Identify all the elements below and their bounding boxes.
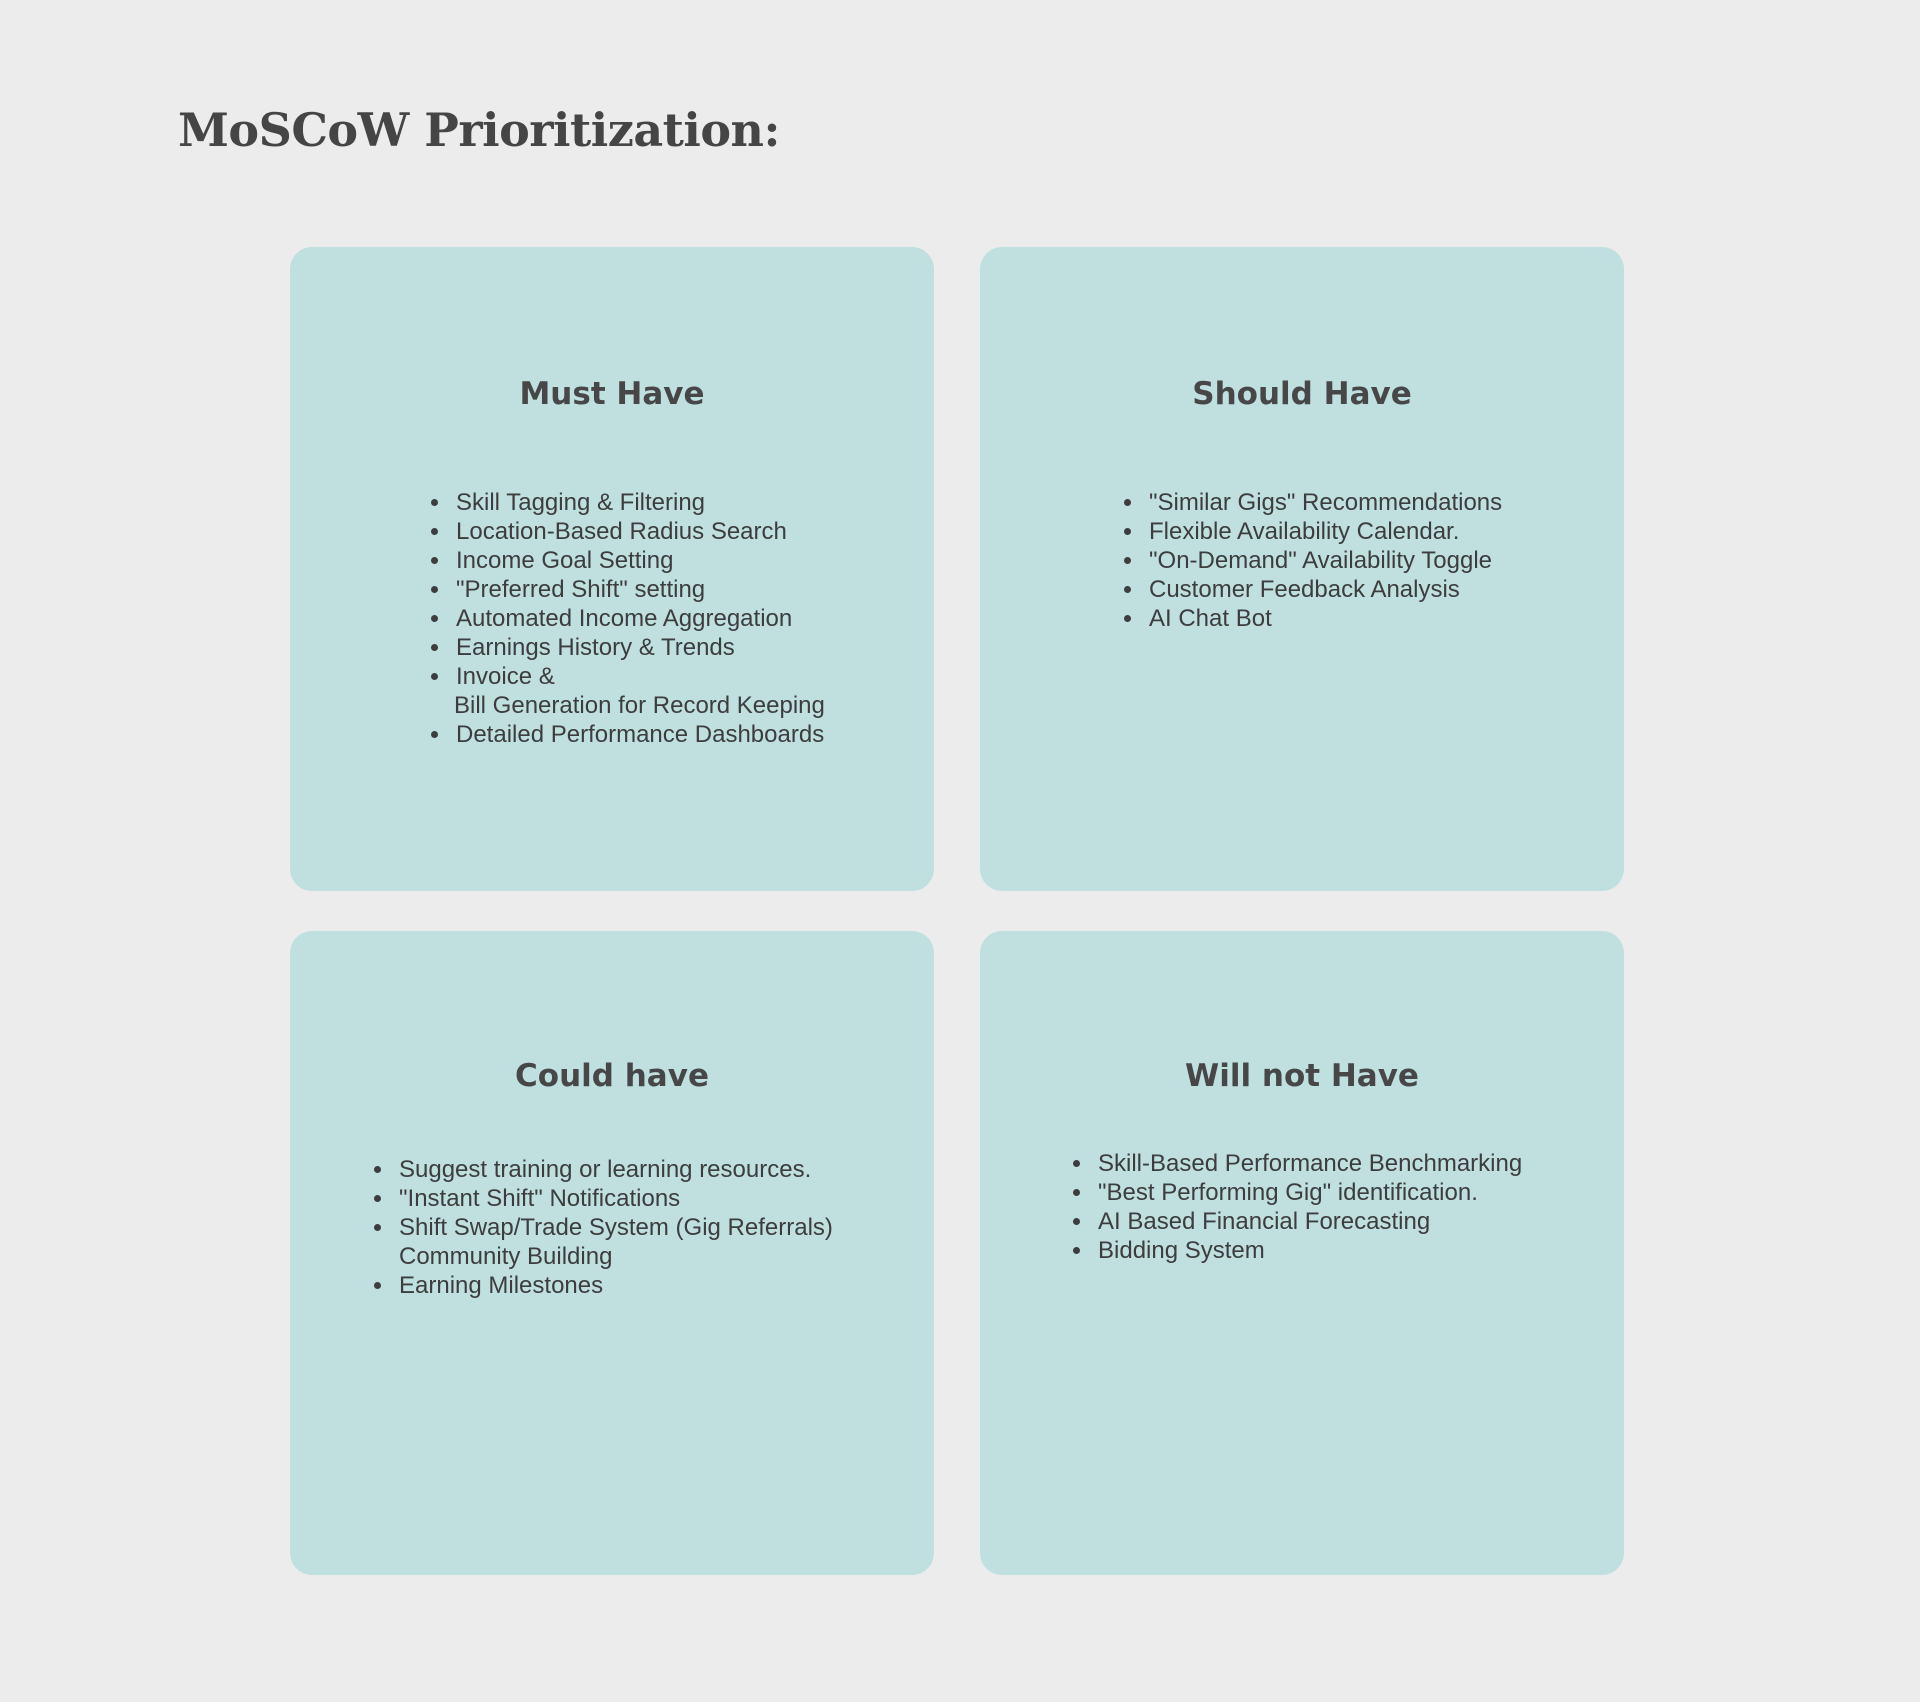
list-item: • Automated Income Aggregation — [452, 604, 825, 633]
must-have-card — [290, 247, 934, 891]
list-item: • "On-Demand" Availability Toggle — [1145, 546, 1502, 575]
list-item-line: Invoice & — [456, 663, 555, 690]
page-title: MoSCoW Prioritization: — [178, 103, 780, 157]
list-item — [395, 1213, 833, 1271]
could-have-list — [371, 1155, 833, 1300]
list-item-line: Shift Swap/Trade System (Gig Referrals) — [399, 1214, 833, 1241]
list-item-line: Bill Generation for Record Keeping — [454, 692, 825, 719]
list-item-line: Community Building — [399, 1243, 613, 1270]
list-item: • Earning Milestones — [395, 1271, 833, 1300]
could-have-heading: Could have — [515, 1058, 709, 1094]
will-not-have-card — [980, 931, 1624, 1575]
list-item: • "Best Performing Gig" identification. — [1094, 1178, 1522, 1207]
list-item: • "Instant Shift" Notifications — [395, 1184, 833, 1213]
could-have-card — [290, 931, 934, 1575]
must-have-list — [428, 488, 825, 749]
should-have-heading: Should Have — [1192, 376, 1412, 412]
should-have-list — [1121, 488, 1502, 633]
list-item: • Suggest training or learning resources. — [395, 1155, 833, 1184]
list-item: • Detailed Performance Dashboards — [452, 720, 825, 749]
list-item: • Flexible Availability Calendar. — [1145, 517, 1502, 546]
list-item: • AI Chat Bot — [1145, 604, 1502, 633]
will-not-have-list — [1070, 1149, 1522, 1265]
list-item: • "Preferred Shift" setting — [452, 575, 825, 604]
list-item: • Bidding System — [1094, 1236, 1522, 1265]
list-item — [452, 662, 825, 720]
list-item: • Earnings History & Trends — [452, 633, 825, 662]
list-item: • Skill-Based Performance Benchmarking — [1094, 1149, 1522, 1178]
list-item: • Income Goal Setting — [452, 546, 825, 575]
list-item: • AI Based Financial Forecasting — [1094, 1207, 1522, 1236]
must-have-heading: Must Have — [519, 376, 705, 412]
will-not-have-heading: Will not Have — [1185, 1058, 1419, 1094]
list-item: • Customer Feedback Analysis — [1145, 575, 1502, 604]
list-item: • Location-Based Radius Search — [452, 517, 825, 546]
list-item: • Skill Tagging & Filtering — [452, 488, 825, 517]
list-item: • "Similar Gigs" Recommendations — [1145, 488, 1502, 517]
should-have-card — [980, 247, 1624, 891]
